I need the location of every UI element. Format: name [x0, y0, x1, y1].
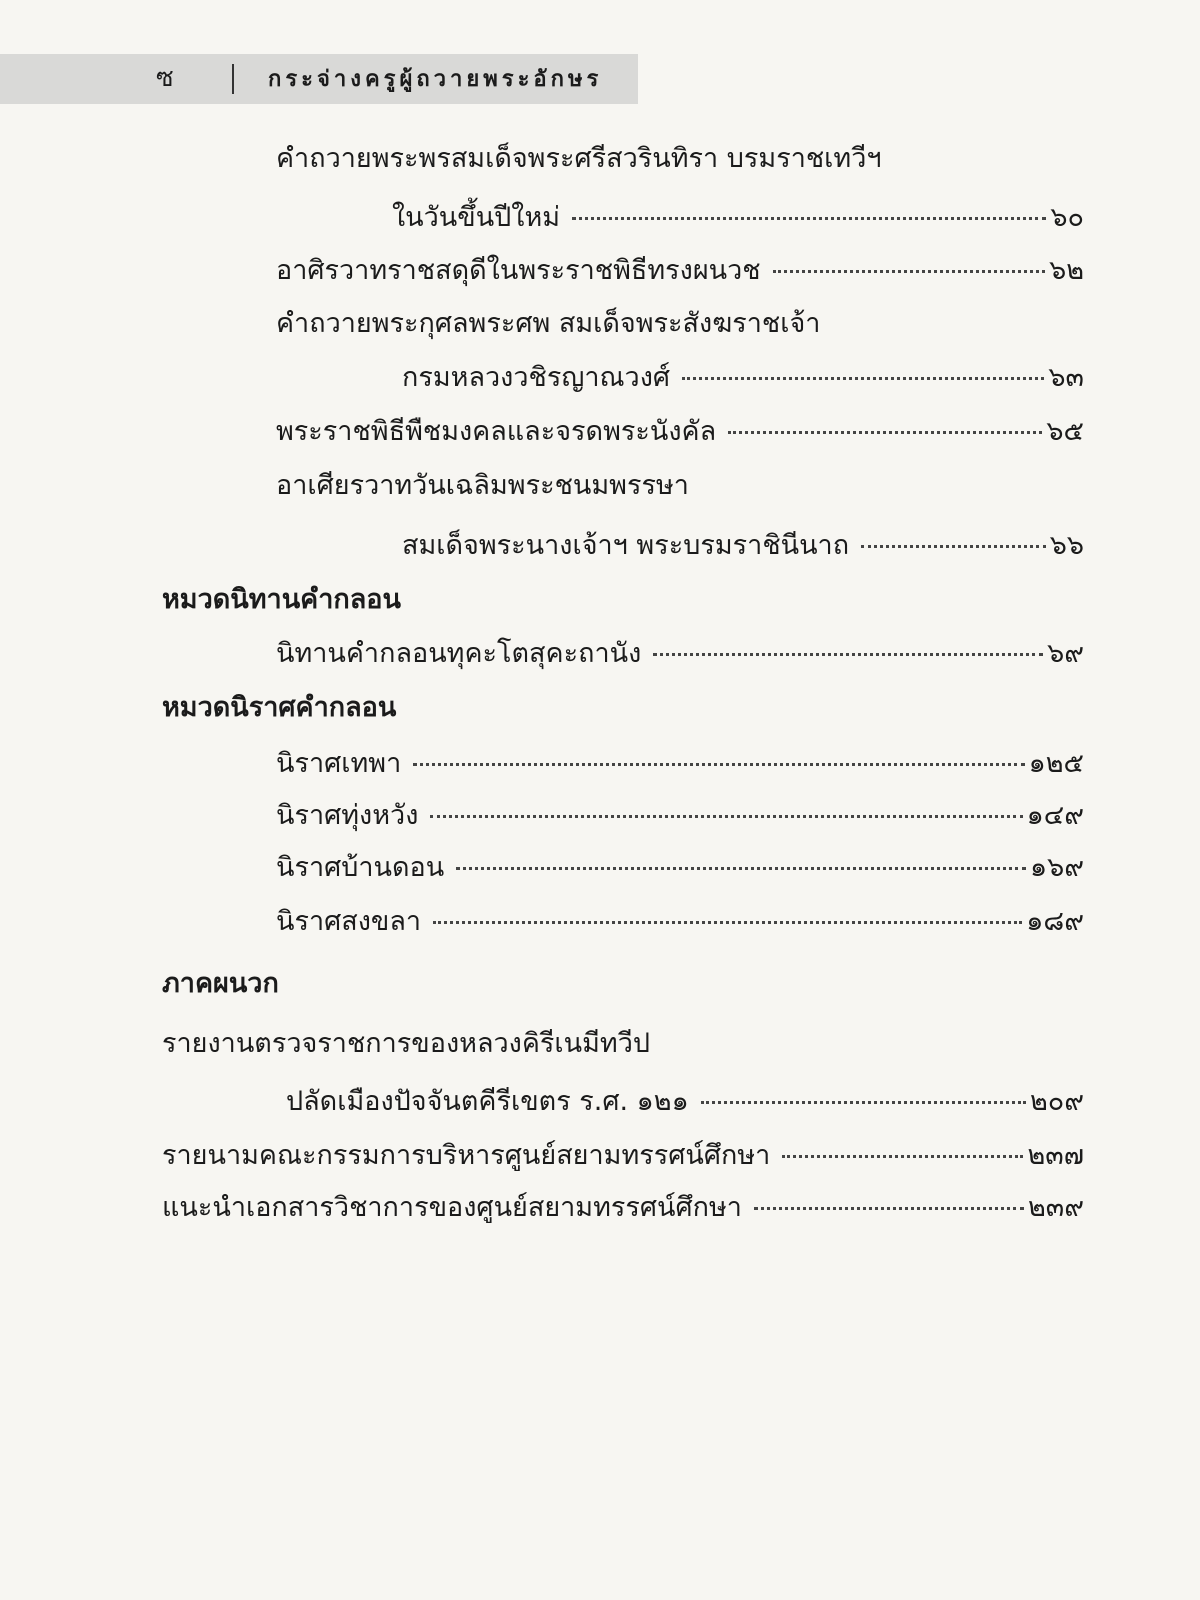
- toc-entry-3-line-1: คำถวายพระกุศลพระศพ สมเด็จพระสังฆราชเจ้า: [276, 308, 821, 339]
- toc-entry-5-page: ๖๖: [1049, 530, 1084, 561]
- toc-entry-4-title: พระราชพิธีพืชมงคลและจรดพระนังคัล: [276, 416, 717, 447]
- toc-entry-12-page: ๒๓๗: [1027, 1140, 1084, 1171]
- toc-entry-12[interactable]: [162, 1134, 1084, 1178]
- section-heading-appendix: ภาคผนวก: [162, 968, 279, 999]
- toc-entry-1-page: ๖๐: [1050, 202, 1084, 233]
- toc-entry-1[interactable]: [392, 196, 1084, 240]
- section-heading-nirat: หมวดนิราศคำกลอน: [162, 692, 397, 723]
- page-number: ซ: [156, 63, 174, 93]
- dot-leader: [430, 814, 1022, 818]
- toc-entry-3[interactable]: [402, 356, 1084, 400]
- toc-entry-11-line-2: ปลัดเมืองปัจจันตคีรีเขตร ร.ศ. ๑๒๑: [286, 1086, 689, 1117]
- toc-entry-6[interactable]: [276, 632, 1084, 676]
- toc-entry-2[interactable]: [276, 249, 1084, 293]
- toc-entry-9[interactable]: [276, 846, 1084, 890]
- running-header-title: กระจ่างครูผู้ถวายพระอักษร: [268, 67, 603, 92]
- dot-leader: [433, 920, 1022, 924]
- toc-entry-7-page: ๑๒๕: [1028, 748, 1084, 779]
- toc-entry-4[interactable]: [276, 410, 1084, 454]
- toc-entry-5-line-1: อาเศียรวาทวันเฉลิมพระชนมพรรษา: [276, 470, 689, 501]
- toc-entry-8-page: ๑๔๙: [1026, 800, 1084, 831]
- toc-entry-10-title: นิราศสงขลา: [276, 906, 422, 937]
- dot-leader: [754, 1206, 1024, 1210]
- dot-leader: [728, 430, 1042, 434]
- toc-entry-4-page: ๖๕: [1046, 416, 1084, 447]
- dot-leader: [773, 269, 1045, 273]
- toc-entry-13[interactable]: [162, 1186, 1084, 1230]
- toc-entry-9-page: ๑๖๙: [1029, 852, 1084, 883]
- dot-leader: [782, 1154, 1023, 1158]
- toc-entry-10[interactable]: [276, 900, 1084, 944]
- toc-entry-5-line-2: สมเด็จพระนางเจ้าฯ พระบรมราชินีนาถ: [402, 530, 850, 561]
- toc-entry-3-line-2: กรมหลวงวชิรญาณวงศ์: [402, 362, 671, 393]
- toc-entry-11-line-1: รายงานตรวจราชการของหลวงคิรีเนมีทวีป: [162, 1028, 650, 1059]
- dot-leader: [682, 376, 1044, 380]
- dot-leader: [572, 216, 1046, 220]
- dot-leader: [861, 544, 1046, 548]
- toc-entry-10-page: ๑๘๙: [1026, 906, 1084, 937]
- toc-entry-2-page: ๖๒: [1049, 255, 1084, 286]
- toc-entry-6-page: ๖๙: [1047, 638, 1084, 669]
- dot-leader: [653, 652, 1043, 656]
- section-heading-tales: หมวดนิทานคำกลอน: [162, 584, 401, 615]
- toc-entry-13-title: แนะนำเอกสารวิชาการของศูนย์สยามทรรศน์ศึกษา: [162, 1192, 742, 1223]
- toc-entry-6-title: นิทานคำกลอนทุคะโตสุคะถานัง: [276, 638, 642, 669]
- toc-entry-1-line-1: คำถวายพระพรสมเด็จพระศรีสวรินทิรา บรมราชเทวีฯ: [276, 143, 882, 174]
- toc-entry-8-title: นิราศทุ่งหวัง: [276, 800, 419, 831]
- toc-entry-12-title: รายนามคณะกรรมการบริหารศูนย์สยามทรรศน์ศึกษา: [162, 1140, 771, 1171]
- toc-entry-9-title: นิราศบ้านดอน: [276, 852, 445, 883]
- dot-leader: [701, 1100, 1026, 1104]
- toc-entry-11[interactable]: [286, 1080, 1084, 1124]
- toc-entry-1-line-2: ในวันขึ้นปีใหม่: [392, 202, 561, 233]
- toc-entry-8[interactable]: [276, 794, 1084, 838]
- dot-leader: [456, 866, 1026, 870]
- toc-entry-13-page: ๒๓๙: [1027, 1192, 1084, 1223]
- toc-entry-5[interactable]: [402, 524, 1084, 568]
- toc-entry-11-page: ๒๐๙: [1029, 1086, 1084, 1117]
- toc-entry-7[interactable]: [276, 742, 1084, 786]
- toc-entry-7-title: นิราศเทพา: [276, 748, 402, 779]
- toc-entry-3-page: ๖๓: [1048, 362, 1084, 393]
- toc-entry-2-title: อาศิรวาทราชสดุดีในพระราชพิธีทรงผนวช: [276, 255, 761, 286]
- dot-leader: [413, 762, 1024, 766]
